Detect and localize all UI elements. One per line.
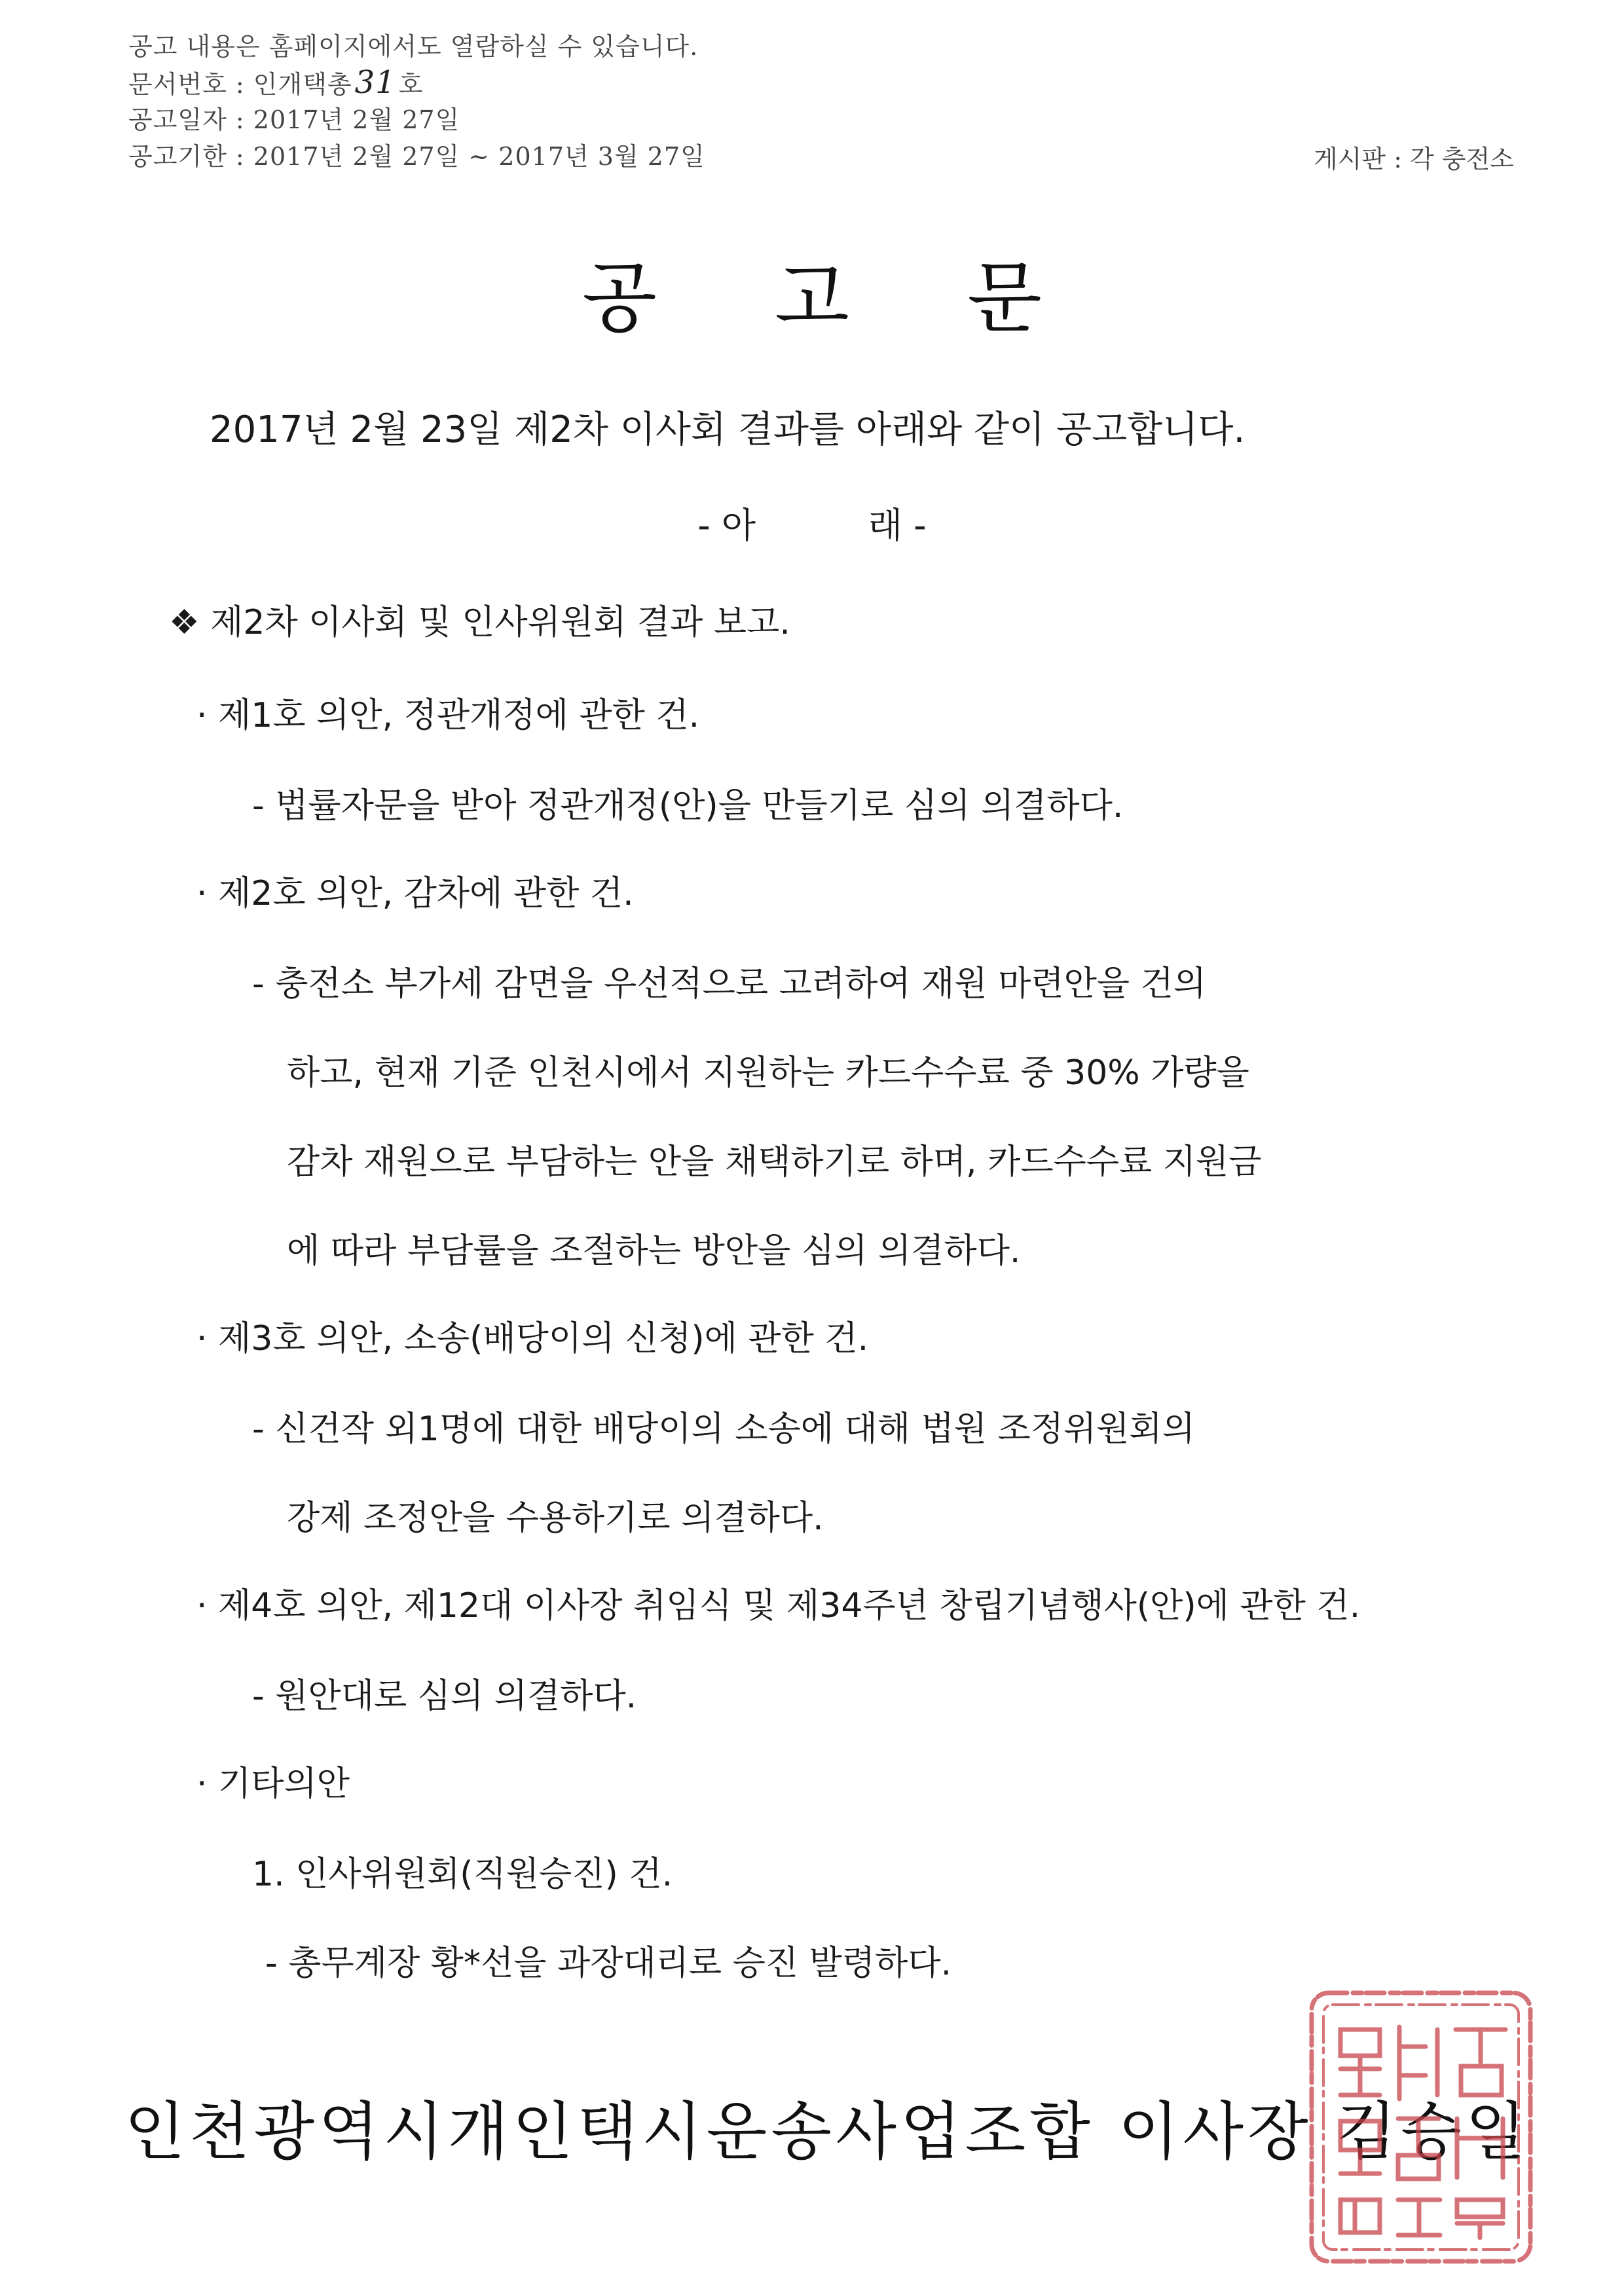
document-number [128, 64, 423, 101]
agenda-3-detail-line-1: - 신건작 외1명에 대한 배당이의 소송에 대해 법원 조정위원회의 [252, 1410, 1195, 1449]
agenda-2-detail-line-3: 감차 재원으로 부담하는 안을 채택하기로 하며, 카드수수료 지원금 [287, 1142, 1262, 1182]
agenda-2-detail-line-2: 하고, 현재 기준 인천시에서 지원하는 카드수수료 중 30% 가량을 [287, 1053, 1249, 1093]
agenda-2-title: · 제2호 의안, 감차에 관한 건. [196, 874, 634, 913]
agenda-4-detail: - 원안대로 심의 의결하다. [252, 1677, 637, 1716]
agenda-1-detail: - 법률자문을 받아 정관개정(안)을 만들기로 심의 의결하다. [252, 786, 1124, 826]
signer-line: 인천광역시개인택시운송사업조합 이사장 김승일 [124, 2095, 1530, 2168]
document-number-value: 31 [354, 64, 396, 101]
section-heading: ❖ 제2차 이사회 및 인사위원회 결과 보고. [169, 603, 790, 642]
agenda-1-title: · 제1호 의안, 정관개정에 관한 건. [196, 696, 700, 735]
document-number-suffix: 호 [398, 70, 424, 99]
agenda-4-title: · 제4호 의안, 제12대 이사장 취임식 및 제34주년 창립기념행사(안)에 관한 건. [196, 1586, 1361, 1626]
notice-date: 공고일자 : 2017년 2월 27일 [128, 105, 460, 134]
notice-period: 공고기한 : 2017년 2월 27일 ~ 2017년 3월 27일 [128, 142, 705, 171]
agenda-3-title: · 제3호 의안, 소송(배당이의 신청)에 관한 건. [196, 1319, 869, 1358]
other-agenda-detail: - 총무계장 황*선을 과장대리로 승진 발령하다. [265, 1944, 952, 1983]
bulletin-board-target: 게시판 : 각 충전소 [1314, 145, 1514, 173]
other-agenda-title: · 기타의안 [196, 1764, 350, 1804]
agenda-2-detail-line-4: 에 따라 부담률을 조절하는 방안을 심의 의결하다. [287, 1231, 1021, 1271]
agenda-2-detail-line-1: - 충전소 부가세 감면을 우선적으로 고려하여 재원 마련안을 건의 [252, 964, 1207, 1004]
intro-sentence: 2017년 2월 23일 제2차 이사회 결과를 아래와 같이 공고합니다. [210, 409, 1246, 451]
agenda-3-detail-line-2: 강제 조정안을 수용하기로 의결하다. [287, 1499, 824, 1538]
notice-web-line: 공고 내용은 홈페이지에서도 열람하실 수 있습니다. [128, 32, 699, 61]
page-title: 공고문 [582, 253, 1160, 343]
document-number-label: 문서번호 : 인개택총 [128, 70, 352, 99]
official-seal-stamp [1300, 1984, 1542, 2272]
below-marker: - 아 래 - [697, 505, 927, 546]
other-agenda-item: 1. 인사위원회(직원승진) 건. [252, 1855, 673, 1894]
